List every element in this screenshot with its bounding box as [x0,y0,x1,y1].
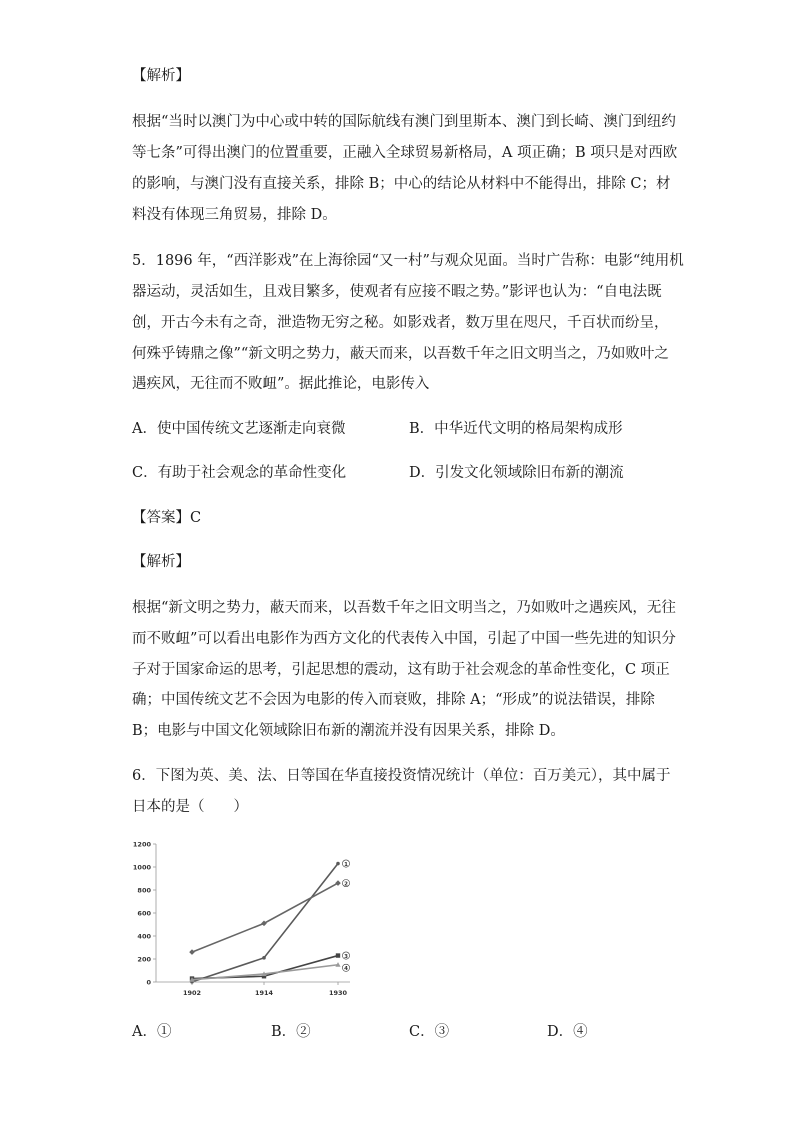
q4-analysis-line: 等七条”可得出澳门的位置重要，正融入全球贸易新格局，A 项正确；B 项只是对西欧 [132,145,678,161]
q4-analysis-line: 根据“当时以澳门为中心或中转的国际航线有澳门到里斯本、澳门到长崎、澳门到纽约 [132,114,676,130]
q5-answer: 【答案】C [132,510,202,526]
q5-analysis-line: 子对于国家命运的思考，引起思想的震动，这有助于社会观念的革命性变化，C 项正 [132,662,670,678]
x-tick-label: 1902 [182,989,202,997]
q6-option-a[interactable]: A．① [132,1024,172,1040]
y-tick-label: 1200 [132,840,151,849]
investment-line-chart [128,836,358,1000]
q5-analysis-line: 确；中国传统文艺不会因为电影的传入而衰败，排除 A；“形成”的说法错误，排除 [132,692,655,708]
q5-option-b[interactable]: B．中华近代文明的格局架构成形 [409,421,623,437]
q5-stem-line: 5．1896 年，“西洋影戏”在上海徐园“又一村”与观众见面。当时广告称：电影“纯用机 [132,253,684,269]
q4-analysis-heading: 【解析】 [132,68,190,84]
x-tick-label: 1930 [328,989,348,997]
series-line-2 [192,883,338,952]
q5-analysis-line: B；电影与中国文化领域除旧布新的潮流并没有因果关系，排除 D。 [132,723,565,739]
q6-option-d[interactable]: D．④ [547,1024,588,1040]
q4-analysis-line: 的影响，与澳门没有直接关系，排除 B；中心的结论从材料中不能得出，排除 C；材 [132,176,671,192]
q5-analysis-line: 而不败衄”可以看出电影作为西方文化的代表传入中国，引起了中国一些先进的知识分 [132,631,676,647]
data-point [336,953,340,957]
q5-option-a[interactable]: A．使中国传统文艺逐渐走向衰微 [132,421,346,437]
q4-analysis-line: 料没有体现三角贸易，排除 D。 [132,207,337,223]
q6-option-c[interactable]: C．③ [409,1024,450,1040]
q6-stem-line: 6．下图为英、美、法、日等国在华直接投资情况统计（单位：百万美元），其中属于 [132,768,671,784]
data-point [189,949,195,955]
series-label: 3 [344,953,348,960]
x-tick-label: 1914 [254,989,274,997]
y-tick-label: 800 [137,886,151,895]
data-point [336,862,340,866]
q5-analysis-line: 根据“新文明之势力，蔽天而来，以吾数千年之旧文明当之，乃如败叶之遇疾风，无往 [132,600,676,616]
y-tick-label: 1000 [132,863,151,872]
q6-stem-line: 日本的是（ ） [132,799,248,815]
data-point [262,956,266,960]
y-tick-label: 400 [137,932,151,941]
q5-option-d[interactable]: D．引发文化领域除旧布新的潮流 [409,465,624,481]
q5-stem-line: 遇疾风，无往而不败衄”。据此推论，电影传入 [132,376,430,392]
q5-stem-line: 创，开古今未有之奇，泄造物无穷之秘。如影戏者，数万里在咫尺，千百状而纷呈， [132,315,669,331]
q5-stem-line: 器运动，灵活如生，且戏目繁多，使观者有应接不暇之势。”影评也认为：“自电法既 [132,284,662,300]
y-tick-label: 200 [137,955,151,964]
q5-stem-line: 何殊乎铸鼎之像”“新文明之势力，蔽天而来，以吾数千年之旧文明当之，乃如败叶之 [132,346,669,362]
q5-analysis-heading: 【解析】 [132,554,190,570]
series-label: 1 [344,861,348,868]
y-tick-label: 0 [146,978,151,987]
y-tick-label: 600 [137,909,151,918]
series-label: 4 [344,965,348,972]
q5-option-c[interactable]: C．有助于社会观念的革命性变化 [132,465,347,481]
q6-option-b[interactable]: B．② [271,1024,311,1040]
series-label: 2 [344,881,348,888]
